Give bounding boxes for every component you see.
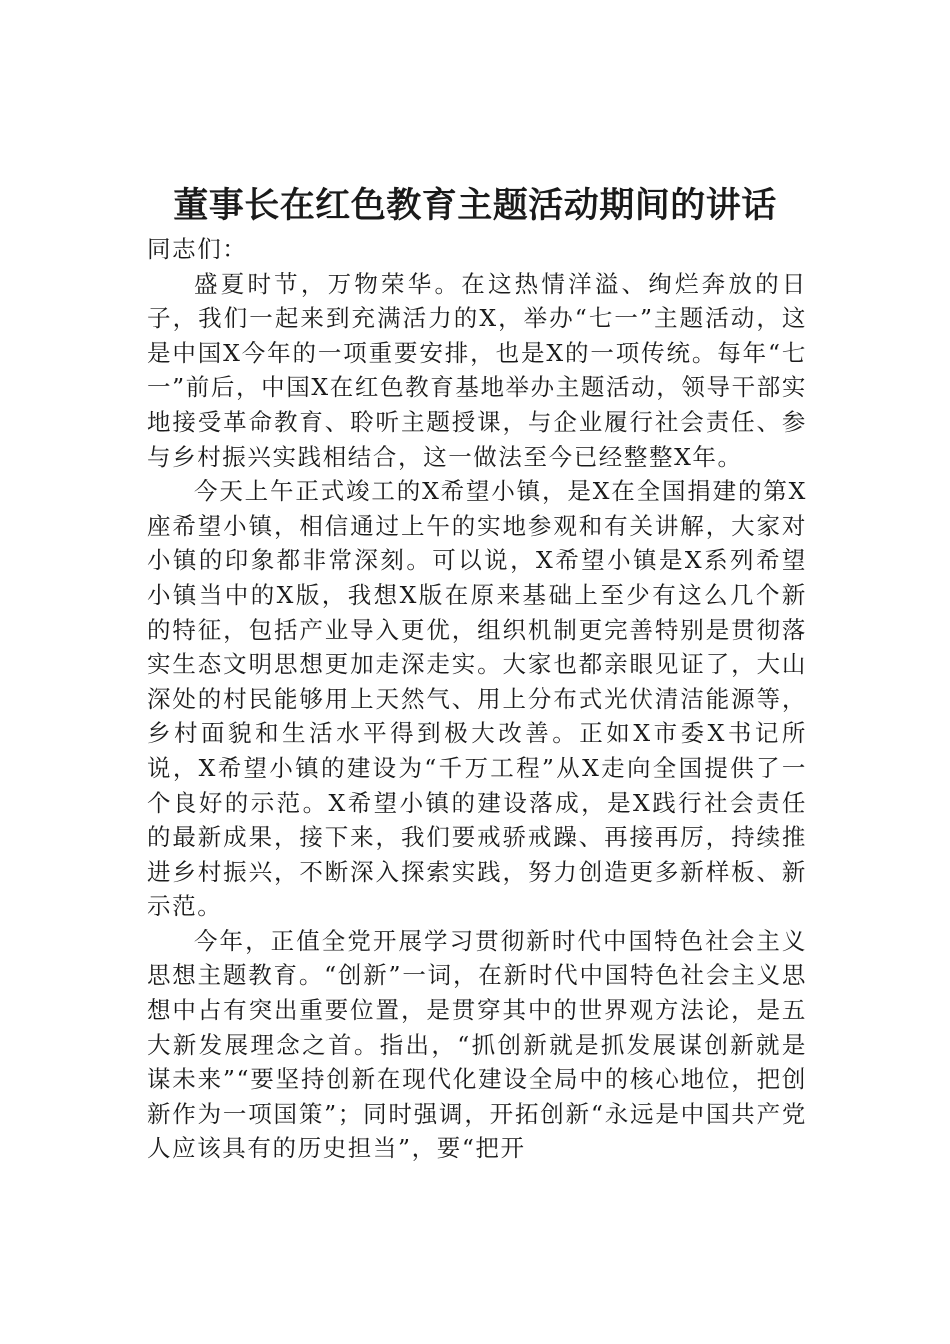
salutation: 同志们： — [147, 235, 248, 263]
document-title: 董事长在红色教育主题活动期间的讲话 — [173, 185, 777, 227]
paragraph-2: 今天上午正式竣工的X希望小镇，是X在全国捐建的第X座希望小镇，相信通过上午的实地参观和有关讲解，大家对小镇的印象都非常深刻。可以说，X希望小镇是X系列希望小镇当中的X版，我想X版在原来基础上至少有这么几个新的特征，包括产业导入更优，组织机制更完善特别是贯彻落实生态文明思想更加走深走实。大家也都亲眼见证了，大山深处的村民能够用上天然气、用上分布式光伏清洁能源等，乡村面貌和生活水平得到极大改善。正如X市委X书记所说，X希望小镇的建设为“千万工程”从X走向全国提供了一个良好的示范。X希望小镇的建设落成，是X践行社会责任的最新成果，接下来，我们要戒骄戒躁、再接再厉，持续推进乡村振兴，不断深入探索实践，努力创造更多新样板、新示范。 — [147, 477, 807, 921]
paragraph-1: 盛夏时节，万物荣华。在这热情洋溢、绚烂奔放的日子，我们一起来到充满活力的X，举办“七一”主题活动，这是中国X今年的一项重要安排，也是X的一项传统。每年“七一”前后，中国X在红色教育基地举办主题活动，领导干部实地接受革命教育、聆听主题授课，与企业履行社会责任、参与乡村振兴实践相结合，这一做法至今已经整整X年。 — [147, 269, 807, 471]
document-body — [147, 232, 807, 1166]
paragraph-3: 今年，正值全党开展学习贯彻新时代中国特色社会主义思想主题教育。“创新”一词，在新时代中国特色社会主义思想中占有突出重要位置，是贯穿其中的世界观方法论，是五大新发展理念之首。指出，“抓创新就是抓发展谋创新就是谋未来”“要坚持创新在现代化建设全局中的核心地位，把创新作为一项国策”；同时强调，开拓创新“永远是中国共产党人应该具有的历史担当”，要“把开 — [147, 926, 807, 1163]
